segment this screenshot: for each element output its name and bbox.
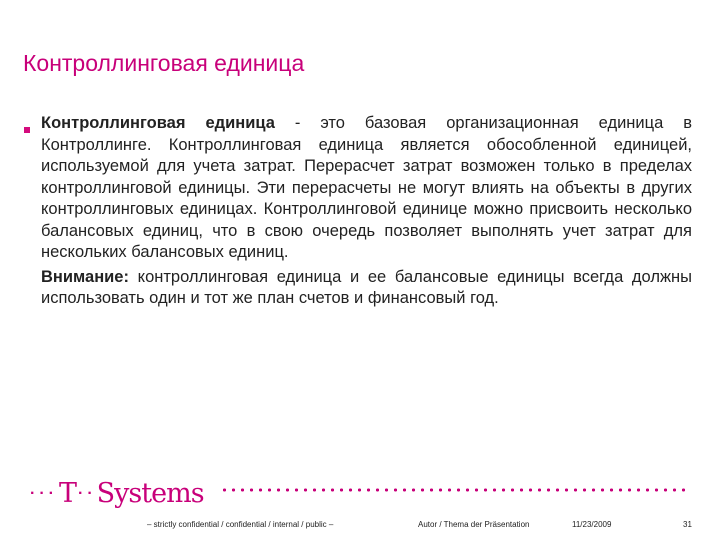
- bullet-item: [24, 113, 692, 264]
- logo-dots-left: ···: [30, 484, 58, 502]
- slide-title: Контроллинговая единица: [23, 50, 305, 76]
- logo-dots-mid: ··: [78, 484, 97, 502]
- paragraph-definition: [41, 113, 692, 264]
- logo-dotted-line: [220, 488, 690, 492]
- footer-author: Autor / Thema der Präsentation: [418, 520, 530, 529]
- logo-name: Systems: [96, 478, 204, 509]
- definition-term: Контроллинговая единица: [41, 114, 275, 132]
- footer-page-number: 31: [683, 520, 692, 529]
- paragraph-note: [41, 267, 692, 310]
- slide-content: [24, 113, 692, 310]
- footer-confidentiality: – strictly confidential / confidential / internal / public –: [147, 520, 334, 529]
- definition-text: - это базовая организационная единица в Контроллинге. Контроллинговая единица является обособленной единицей, используемой для учета затрат. Перерасчет затрат возможен только в пределах контроллинговой единицы. Эти перерасчеты не могут влиять на объекты в других контроллинговых единицах. Контроллинговой единице можно присвоить несколько балансовых единиц, что в свою очередь позволяет выполнять учет затрат для нескольких балансовых единиц.: [41, 114, 692, 261]
- note-label: Внимание:: [41, 267, 129, 286]
- note-text: контроллинговая единица и ее балансовые единицы всегда должны использовать один и тот же план счетов и финансовый год.: [41, 267, 692, 307]
- t-systems-logo: [30, 478, 204, 509]
- footer-date: 11/23/2009: [572, 520, 612, 529]
- bullet-square-icon: [24, 127, 30, 133]
- logo-t-mark: T: [58, 478, 77, 509]
